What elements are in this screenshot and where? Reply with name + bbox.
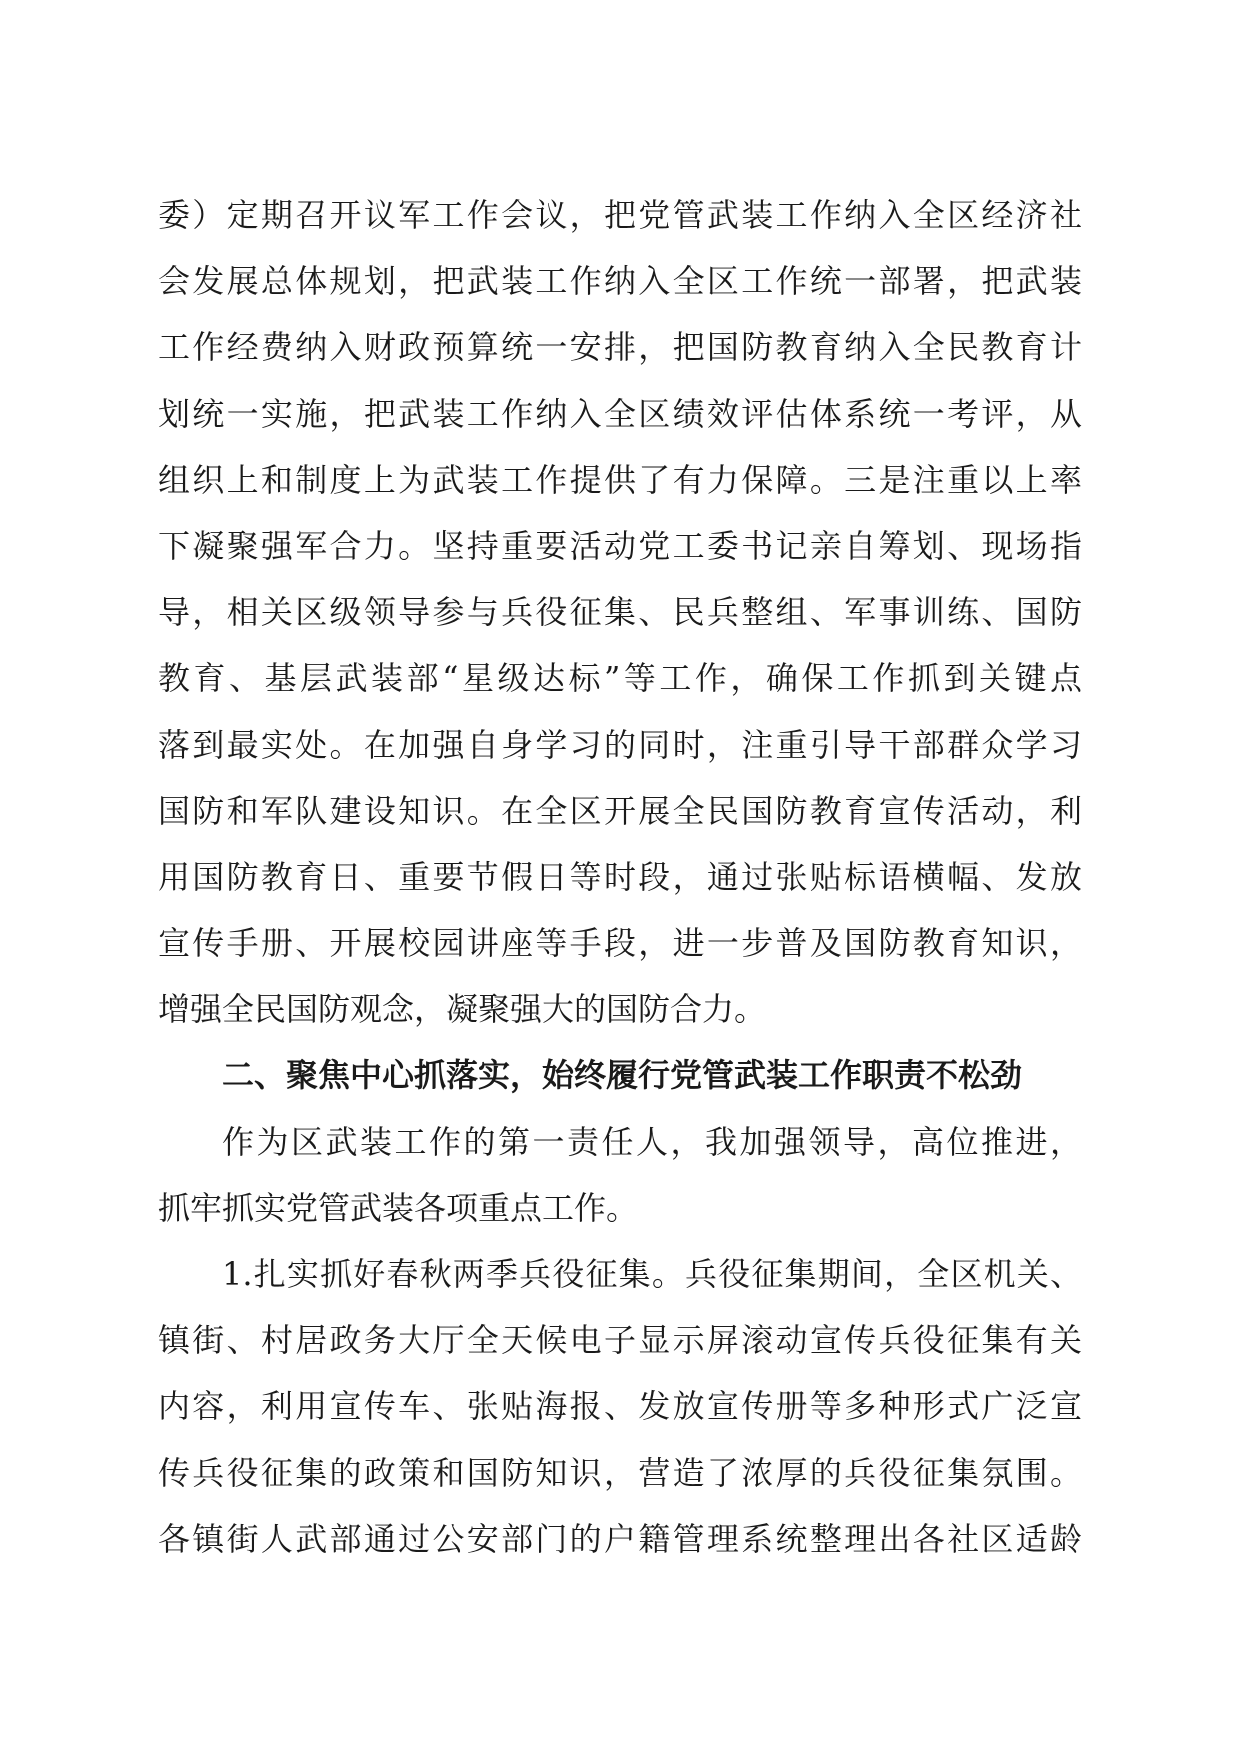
text-line: 各镇街人武部通过公安部门的户籍管理系统整理出各社区适龄 [158, 1519, 1082, 1558]
text-line: 传兵役征集的政策和国防知识，营造了浓厚的兵役征集氛围。 [158, 1453, 1082, 1492]
text-line: 宣传手册、开展校园讲座等手段，进一步普及国防教育知识， [158, 924, 1082, 963]
paragraph-1 [158, 182, 1082, 1042]
text-line: 抓牢抓实党管武装各项重点工作。 [158, 1188, 639, 1227]
text-line: 工作经费纳入财政预算统一安排，把国防教育纳入全民教育计 [158, 328, 1082, 367]
text-line: 落到最实处。在加强自身学习的同时，注重引导干部群众学习 [158, 725, 1082, 764]
text-line: 作为区武装工作的第一责任人，我加强领导，高位推进， [222, 1122, 1082, 1161]
text-line: 用国防教育日、重要节假日等时段，通过张贴标语横幅、发放 [158, 857, 1082, 896]
text-line: 1.扎实抓好春秋两季兵役征集。兵役征集期间，全区机关、 [222, 1255, 1082, 1293]
text-line: 划统一实施，把武装工作纳入全区绩效评估体系统一考评，从 [158, 394, 1082, 433]
text-line: 委）定期召开议军工作会议，把党管武装工作纳入全区经济社 [158, 196, 1082, 234]
text-line: 增强全民国防观念，凝聚强大的国防合力。 [158, 990, 767, 1029]
text-line: 内容，利用宣传车、张贴海报、发放宣传册等多种形式广泛宣 [158, 1387, 1082, 1426]
text-line: 国防和军队建设知识。在全区开展全民国防教育宣传活动，利 [158, 791, 1082, 830]
text-line: 会发展总体规划，把武装工作纳入全区工作统一部署，把武装 [158, 262, 1082, 301]
text-line: 组织上和制度上为武装工作提供了有力保障。三是注重以上率 [158, 460, 1082, 499]
document-body [158, 182, 1082, 1572]
text-line: 下凝聚强军合力。坚持重要活动党工委书记亲自筹划、现场指 [158, 526, 1082, 565]
text-line: 教育、基层武装部“星级达标”等工作，确保工作抓到关键点 [158, 659, 1082, 698]
paragraph-3 [158, 1241, 1082, 1572]
text-line: 镇街、村居政务大厅全天候电子显示屏滚动宣传兵役征集有关 [158, 1321, 1082, 1360]
text-line: 导，相关区级领导参与兵役征集、民兵整组、军事训练、国防 [158, 593, 1082, 632]
paragraph-2 [158, 1109, 1082, 1241]
section-heading: 二、聚焦中心抓落实，始终履行党管武装工作职责不松劲 [222, 1056, 1023, 1095]
